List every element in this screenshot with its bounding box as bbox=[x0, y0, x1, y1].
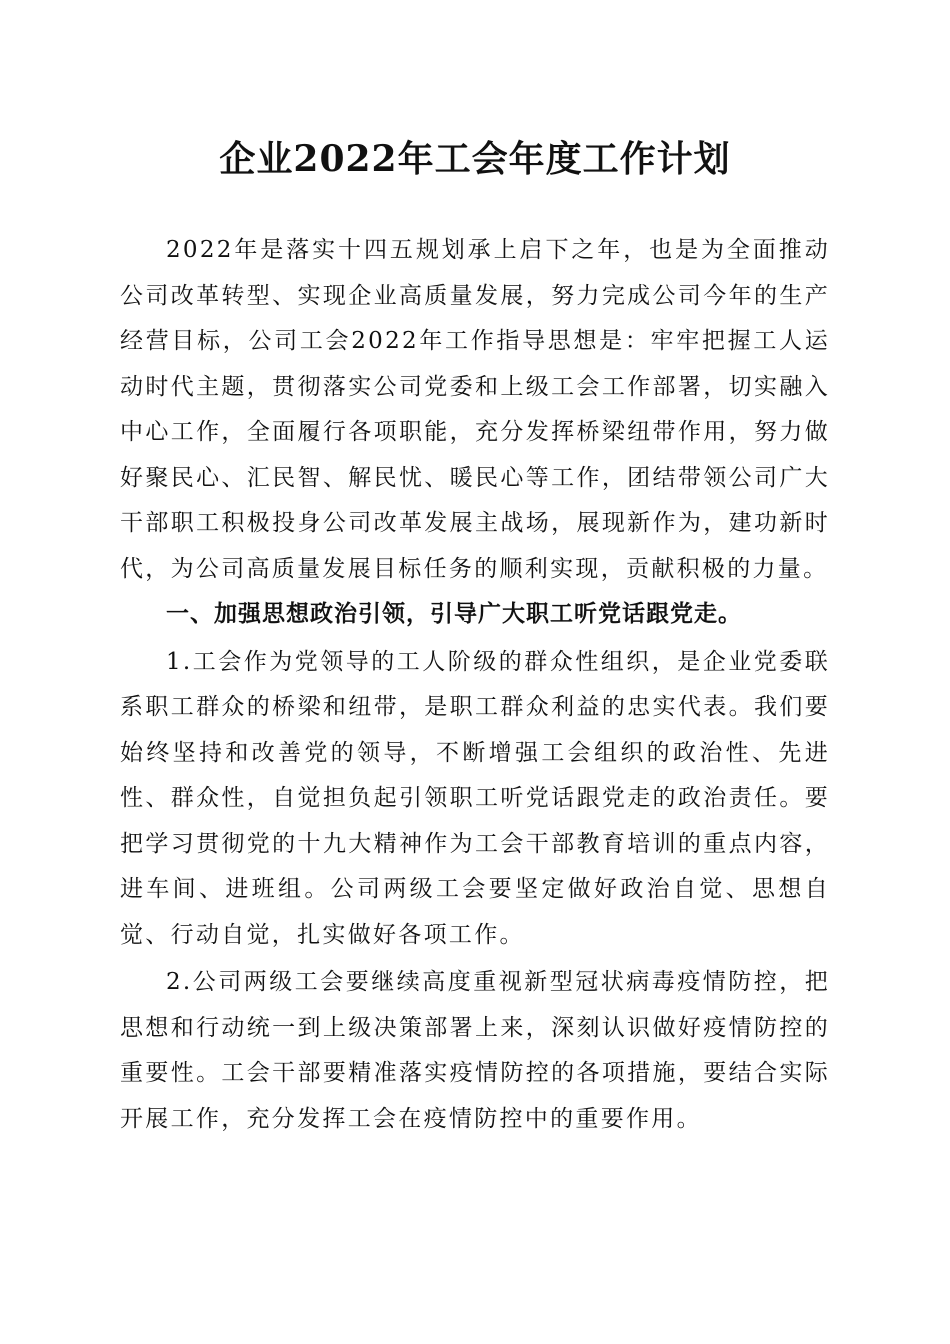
section-item-2: 2.公司两级工会要继续高度重视新型冠状病毒疫情防控，把思想和行动统一到上级决策部署上来，深刻认识做好疫情防控的重要性。工会干部要精准落实疫情防控的各项措施，要结合实际开展工作，充分发挥工会在疫情防控中的重要作用。 bbox=[120, 969, 830, 1132]
section-heading: 一、加强思想政治引领，引导广大职工听党话跟党走。 bbox=[166, 601, 742, 627]
intro-paragraph: 2022年是落实十四五规划承上启下之年，也是为全面推动公司改革转型、实现企业高质量发展，努力完成公司今年的生产经营目标，公司工会2022年工作指导思想是：牢牢把握工人运动时代主题，贯彻落实公司党委和上级工会工作部署，切实融入中心工作，全面履行各项职能，充分发挥桥梁纽带作用，努力做好聚民心、汇民智、解民忧、暖民心等工作，团结带领公司广大干部职工积极投身公司改革发展主战场，展现新作为，建功新时代，为公司高质量发展目标任务的顺利实现，贡献积极的力量。 bbox=[120, 237, 830, 582]
section-item-1: 1.工会作为党领导的工人阶级的群众性组织，是企业党委联系职工群众的桥梁和纽带，是职工群众利益的忠实代表。我们要始终坚持和改善党的领导，不断增强工会组织的政治性、先进性、群众性，自觉担负起引领职工听党话跟党走的政治责任。要把学习贯彻党的十九大精神作为工会干部教育培训的重点内容，进车间、进班组。公司两级工会要坚定做好政治自觉、思想自觉、行动自觉，扎实做好各项工作。 bbox=[120, 648, 830, 948]
document-body bbox=[120, 228, 830, 1142]
document-title: 企业2022年工会年度工作计划 bbox=[219, 138, 731, 180]
